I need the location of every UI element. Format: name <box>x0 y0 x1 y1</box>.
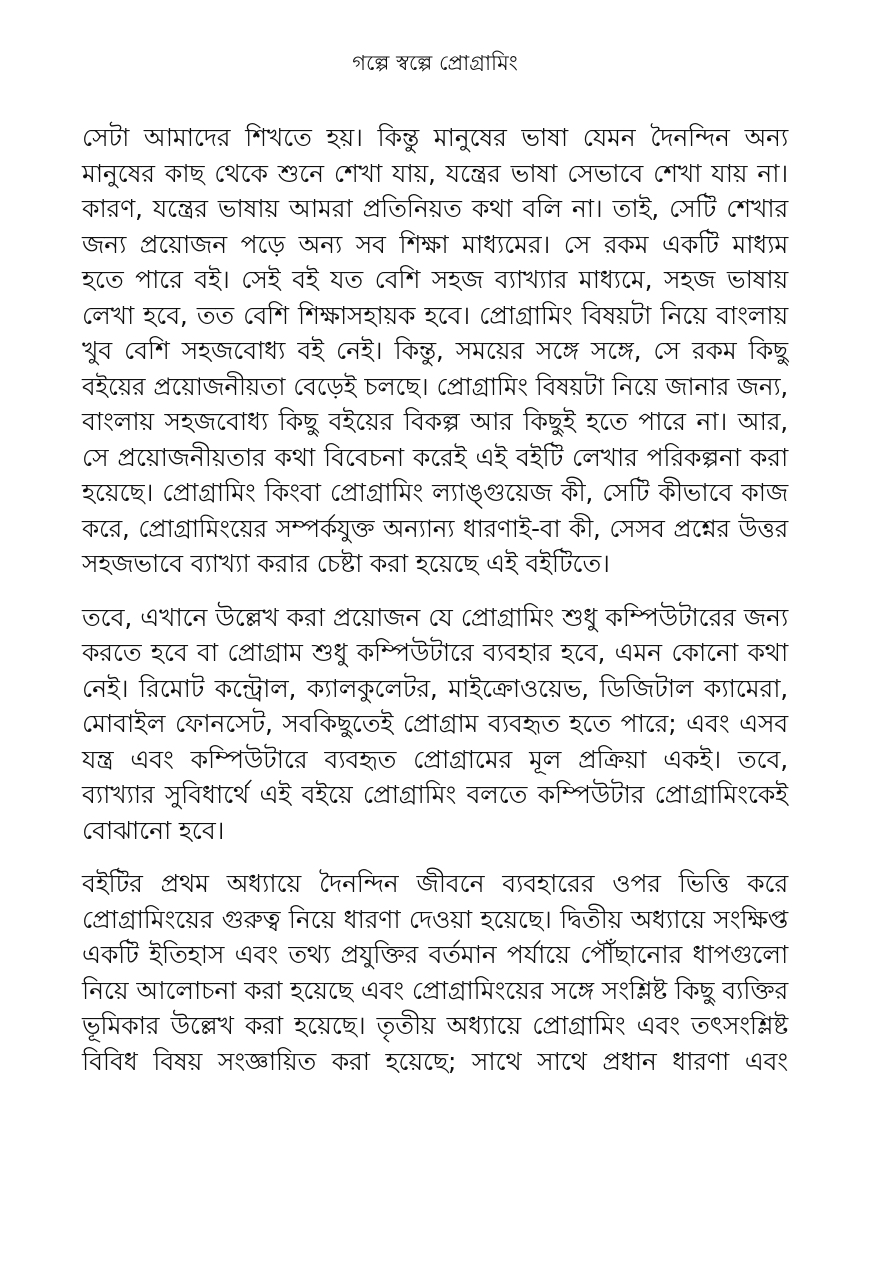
text-line: তবে, এখানে উল্লেখ করা প্রয়োজন যে প্রোগ্রামিং শুধু কম্পিউটারের জন্য <box>82 602 788 632</box>
text-line: নেই। রিমোট কন্ট্রোল, ক্যালকুলেটর, মাইক্রোওয়েভ, ডিজিটাল ক্যামেরা, <box>82 673 788 703</box>
text-line: বিবিধ বিষয় সংজ্ঞায়িত করা হয়েছে; সাথে সাথে প্রধান ধারণা এবং <box>82 1046 788 1076</box>
text-line: মোবাইল ফোনসেট, সবকিছুতেই প্রোগ্রাম ব্যবহৃত হতে পারে; এবং এসব <box>82 709 788 738</box>
text-line: সে প্রয়োজনীয়তার কথা বিবেচনা করেই এই বইটি লেখার পরিকল্পনা করা <box>82 442 788 472</box>
text-line: বইটির প্রথম অধ্যায়ে দৈনন্দিন জীবনে ব্যবহারের ওপর ভিত্তি করে <box>82 869 788 898</box>
text-line: লেখা হবে, তত বেশি শিক্ষাসহায়ক হবে। প্রোগ্রামিং বিষয়টা নিয়ে বাংলায় <box>82 300 788 330</box>
running-head-title: গল্পে স্বল্পে প্রোগ্রামিং <box>352 51 518 75</box>
text-line: কারণ, যন্ত্রের ভাষায় আমরা প্রতিনিয়ত কথা বলি না। তাই, সেটি শেখার <box>82 194 788 223</box>
text-line: বইয়ের প্রয়োজনীয়তা বেড়েই চলছে। প্রোগ্রামিং বিষয়টা নিয়ে জানার জন্য, <box>82 371 788 401</box>
text-line: ভূমিকার উল্লেখ করা হয়েছে। তৃতীয় অধ্যায়ে প্রোগ্রামিং এবং তৎসংশ্লিষ্ট <box>82 1011 788 1040</box>
text-line: জন্য প্রয়োজন পড়ে অন্য সব শিক্ষা মাধ্যমের। সে রকম একটি মাধ্যম <box>82 229 788 259</box>
text-line: করে, প্রোগ্রামিংয়ের সম্পর্কযুক্ত অন্যান্য ধারণাই-বা কী, সেসব প্রশ্নের উত্তর <box>82 513 788 543</box>
text-line: ব্যাখ্যার সুবিধার্থে এই বইয়ে প্রোগ্রামিং বলতে কম্পিউটার প্রোগ্রামিংকেই <box>82 780 788 809</box>
text-line: করতে হবে বা প্রোগ্রাম শুধু কম্পিউটারে ব্যবহার হবে, এমন কোনো কথা <box>82 638 788 667</box>
text-line: হতে পারে বই। সেই বই যত বেশি সহজ ব্যাখ্যার মাধ্যমে, সহজ ভাষায় <box>82 265 788 294</box>
text-line: সহজভাবে ব্যাখ্যা করার চেষ্টা করা হয়েছে এই বইটিতে। <box>82 549 610 578</box>
text-line: বোঝানো হবে। <box>82 815 225 845</box>
text-line: বাংলায় সহজবোধ্য কিছু বইয়ের বিকল্প আর কিছুই হতে পারে না। আর, <box>82 407 788 436</box>
text-line: একটি ইতিহাস এবং তথ্য প্রযুক্তির বর্তমান পর্যায়ে পৌঁছানোর ধাপগুলো <box>82 940 788 969</box>
text-line: নিয়ে আলোচনা করা হয়েছে এবং প্রোগ্রামিংয়ের সঙ্গে সংশ্লিষ্ট কিছু ব্যক্তির <box>82 975 788 1005</box>
paragraph-3 <box>82 866 788 1079</box>
paragraph-1 <box>82 120 788 582</box>
text-line: যন্ত্র এবং কম্পিউটারে ব্যবহৃত প্রোগ্রামের মূল প্রক্রিয়া একই। তবে, <box>82 744 788 774</box>
text-line: হয়েছে। প্রোগ্রামিং কিংবা প্রোগ্রামিং ল্যাঙ্গুয়েজ কী, সেটি কীভাবে কাজ <box>82 478 788 507</box>
text-line: প্রোগ্রামিংয়ের গুরুত্ব নিয়ে ধারণা দেওয়া হয়েছে। দ্বিতীয় অধ্যায়ে সংক্ষিপ্ত <box>82 904 788 934</box>
text-line: খুব বেশি সহজবোধ্য বই নেই। কিন্তু, সময়ের সঙ্গে সঙ্গে, সে রকম কিছু <box>82 336 788 365</box>
text-line: মানুষের কাছ থেকে শুনে শেখা যায়, যন্ত্রের ভাষা সেভাবে শেখা যায় না। <box>82 158 788 188</box>
text-line: সেটা আমাদের শিখতে হয়। কিন্তু মানুষের ভাষা যেমন দৈনন্দিন অন্য <box>82 123 788 152</box>
paragraph-2 <box>82 600 788 849</box>
